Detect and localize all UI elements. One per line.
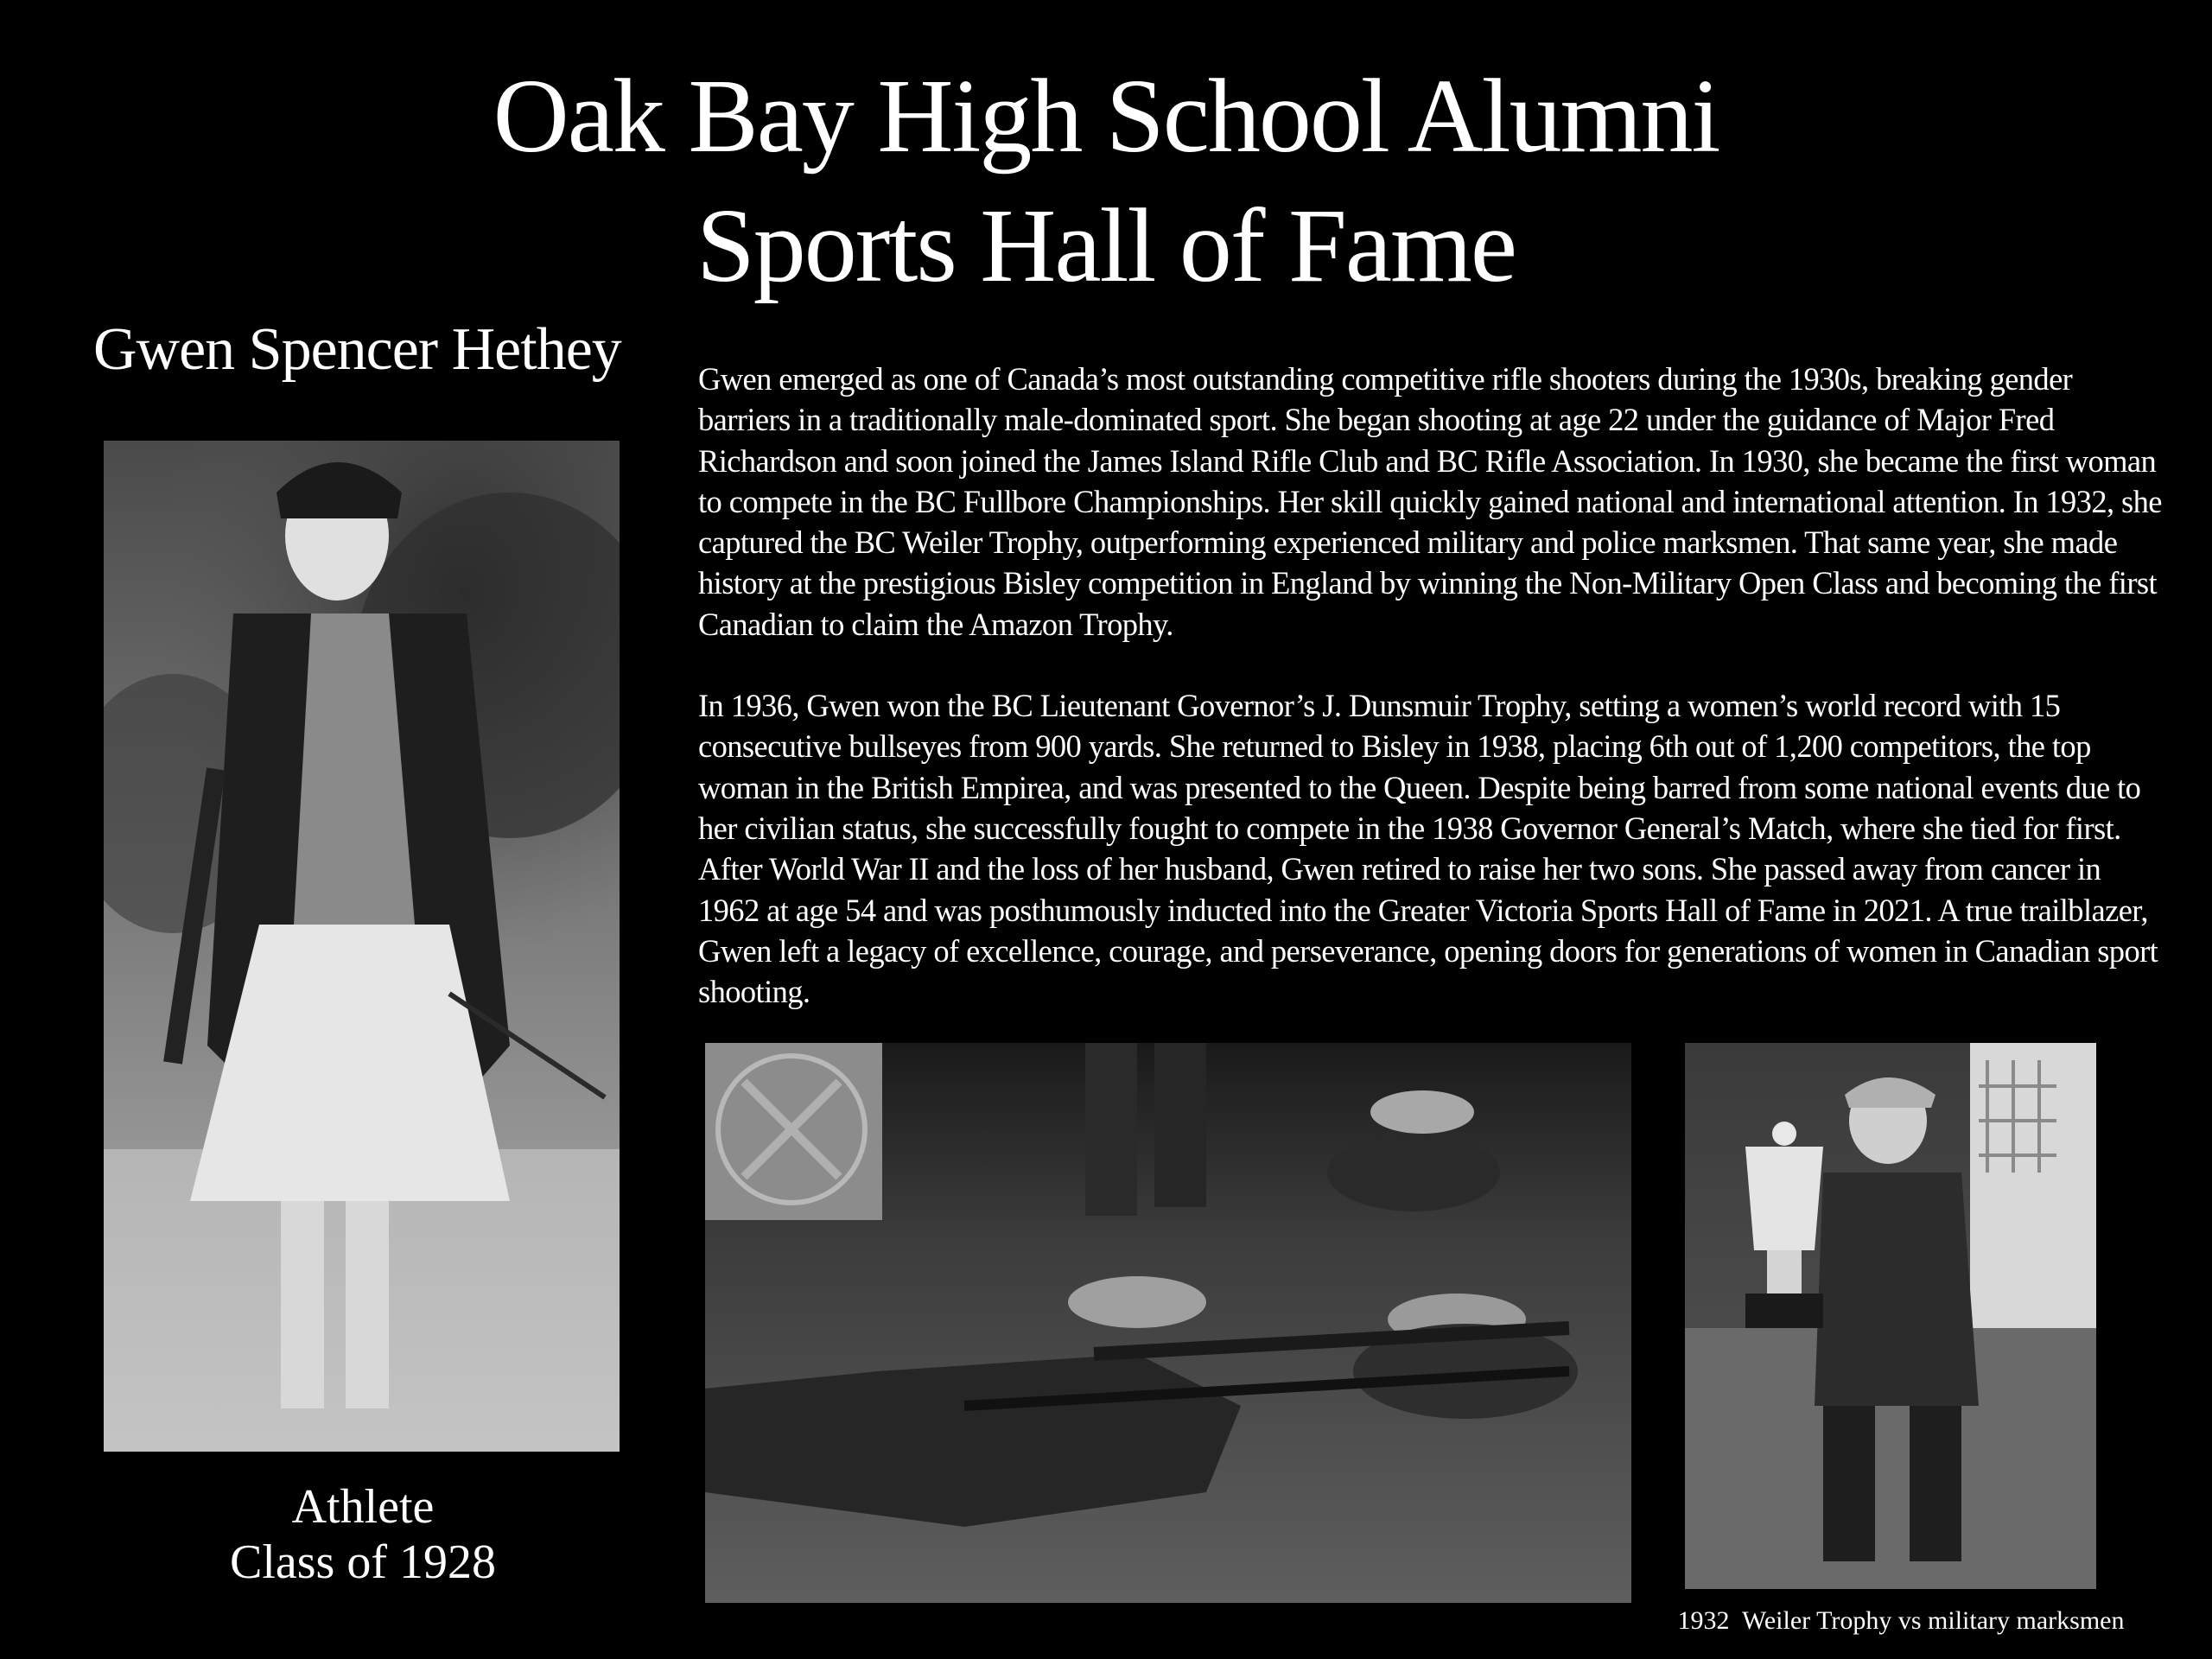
inductee-name: Gwen Spencer Hethey (93, 316, 621, 383)
prone-shooters-photo (705, 1043, 1631, 1603)
portrait-photo (104, 441, 620, 1452)
bio-paragraph-1: Gwen emerged as one of Canada’s most outstanding competitive rifle shooters during the 1930s, breaking gender barriers in a traditionally male-dominated sport. She began shooting at age 22 under the guidance of Major Fred Richardson and soon joined the James Island Rifle Club and BC Rifle Association. In 1930, she became the first woman to compete in the BC Fullbore Championships. Her skill quickly gained national and international attention. In 1932, she captured the BC Weiler Trophy, outperforming experienced military and police marksmen. That same year, she made history at the prestigious Bisley competition in England by winning the Non-Military Open Class and becoming the first Canadian to claim the Amazon Trophy. (698, 361, 2162, 642)
inductee-caption (104, 1479, 622, 1590)
inductee-category: Athlete (291, 1480, 435, 1534)
trophy-photo-image (1685, 1043, 2096, 1589)
inductee-class-year: Class of 1928 (230, 1535, 496, 1589)
portrait-photo-image (104, 441, 620, 1452)
trophy-photo (1685, 1043, 2096, 1589)
biography (698, 359, 2167, 1012)
page-title-line-2: Sports Hall of Fame (696, 188, 1516, 304)
page-title-line-1: Oak Bay High School Alumni (493, 58, 1719, 175)
bio-paragraph-2: In 1936, Gwen won the BC Lieutenant Governor’s J. Dunsmuir Trophy, setting a women’s world record with 15 consecutive bullseyes from 900 yards. She returned to Bisley in 1938, placing 6th out of 1,200 competitors, the top woman in the British Empirea, and was presented to the Queen. Despite being barred from some national events due to her civilian status, she successfully fought to compete in the 1938 Governor General’s Match, where she tied for first. After World War II and the loss of her husband, Gwen retired to raise her two sons. She passed away from cancer in 1962 at age 54 and was posthumously inducted into the Greater Victoria Sports Hall of Fame in 2021. A true trailblazer, Gwen left a legacy of excellence, courage, and perseverance, opening doors for generations of women in Canadian sport shooting. (698, 688, 2158, 1010)
prone-shooters-photo-image (705, 1043, 1631, 1603)
trophy-photo-caption: 1932 Weiler Trophy vs military marksmen (1677, 1606, 2125, 1635)
